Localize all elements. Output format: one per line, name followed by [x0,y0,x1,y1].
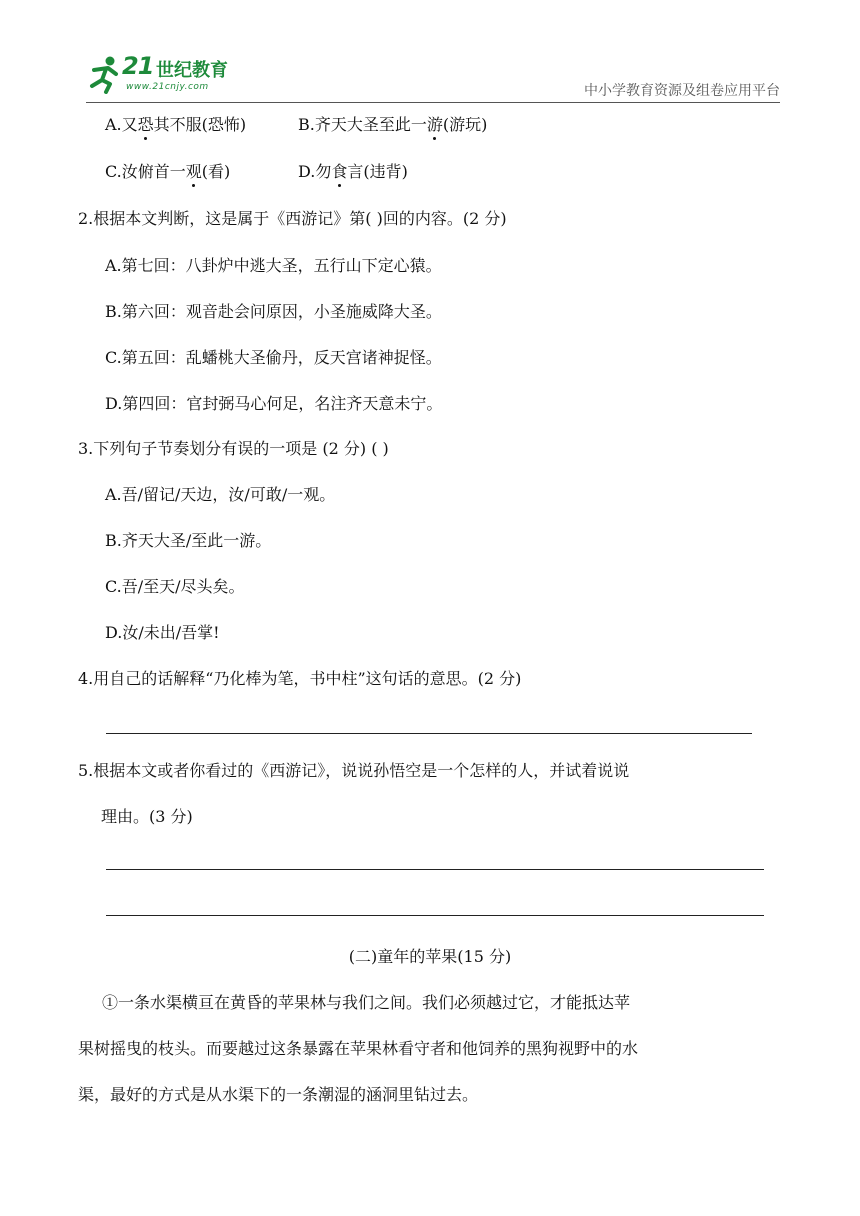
q3-option-a: A.吾/留记/天边，汝/可敢/一观。 [105,485,336,504]
runner-icon [86,54,126,94]
q1-option-d [298,161,408,183]
q5-answer-line-1[interactable] [106,869,764,870]
page-header [0,0,860,105]
q1-d-dotted-char: 食 [331,162,348,181]
q1-a-dotted-char: 恐 [137,115,154,134]
q2-option-b: B.第六回：观音赴会问原因，小圣施威降大圣。 [105,302,442,321]
logo-21cnjy [86,52,256,100]
section2-paragraph-line3: 渠，最好的方式是从水渠下的一条潮湿的涵洞里钻过去。 [78,1085,479,1104]
platform-name: 中小学教育资源及组卷应用平台 [584,83,780,99]
q4-stem: 4.用自己的话解释“乃化棒为笔，书中柱”这句话的意思。(2 分) [78,669,522,688]
q1-b-dotted-char: 游 [426,115,443,134]
q1-b-text-post: (游玩) [442,115,488,134]
q1-c-text-pre: C.汝俯首一 [105,162,186,181]
logo-text: 世纪教育 [156,60,228,81]
q1-option-a-b [105,114,246,136]
q1-option-c [105,161,230,183]
q1-a-text-post: 其不服(恐怖) [153,115,247,134]
q1-d-text-post: 言(违背) [347,162,408,181]
q1-c-text-post: (看) [201,162,231,181]
q2-stem: 2.根据本文判断，这是属于《西游记》第( )回的内容。(2 分) [78,209,507,228]
section2-paragraph-line2: 果树摇曳的枝头。而要越过这条暴露在苹果林看守者和他饲养的黑狗视野中的水 [78,1039,639,1058]
q2-option-c: C.第五回：乱蟠桃大圣偷丹，反天宫诸神捉怪。 [105,348,442,367]
q5-stem-line2: 理由。(3 分) [101,807,193,826]
q3-stem: 3.下列句子节奏划分有误的一项是 (2 分) ( ) [78,439,389,458]
q5-answer-line-2[interactable] [106,915,764,916]
q1-b-text-pre: B.齐天大圣至此一 [298,115,427,134]
q1-d-text-pre: D.勿 [298,162,332,181]
q2-option-a: A.第七回：八卦炉中逃大圣，五行山下定心猿。 [105,256,442,275]
logo-url: www.21cnjy.com [126,82,209,92]
header-divider [86,102,780,103]
q3-option-d: D.汝/未出/吾掌! [105,623,220,642]
q4-answer-line[interactable] [106,733,752,734]
section2-paragraph-line1: ①一条水渠横亘在黄昏的苹果林与我们之间。我们必须越过它，才能抵达苹 [102,993,631,1012]
q1-a-text-pre: A.又 [105,115,138,134]
section2-title: (二)童年的苹果(15 分) [348,947,512,966]
q1-option-b [298,114,487,136]
q1-c-dotted-char: 观 [185,162,202,181]
q3-option-b: B.齐天大圣/至此一游。 [105,531,272,550]
q2-option-d: D.第四回：官封弼马心何足，名注齐天意未宁。 [105,394,443,413]
q3-option-c: C.吾/至天/尽头矣。 [105,577,245,596]
logo-number: 21 [122,52,154,80]
q5-stem-line1: 5.根据本文或者你看过的《西游记》，说说孙悟空是一个怎样的人，并试着说说 [78,761,630,780]
